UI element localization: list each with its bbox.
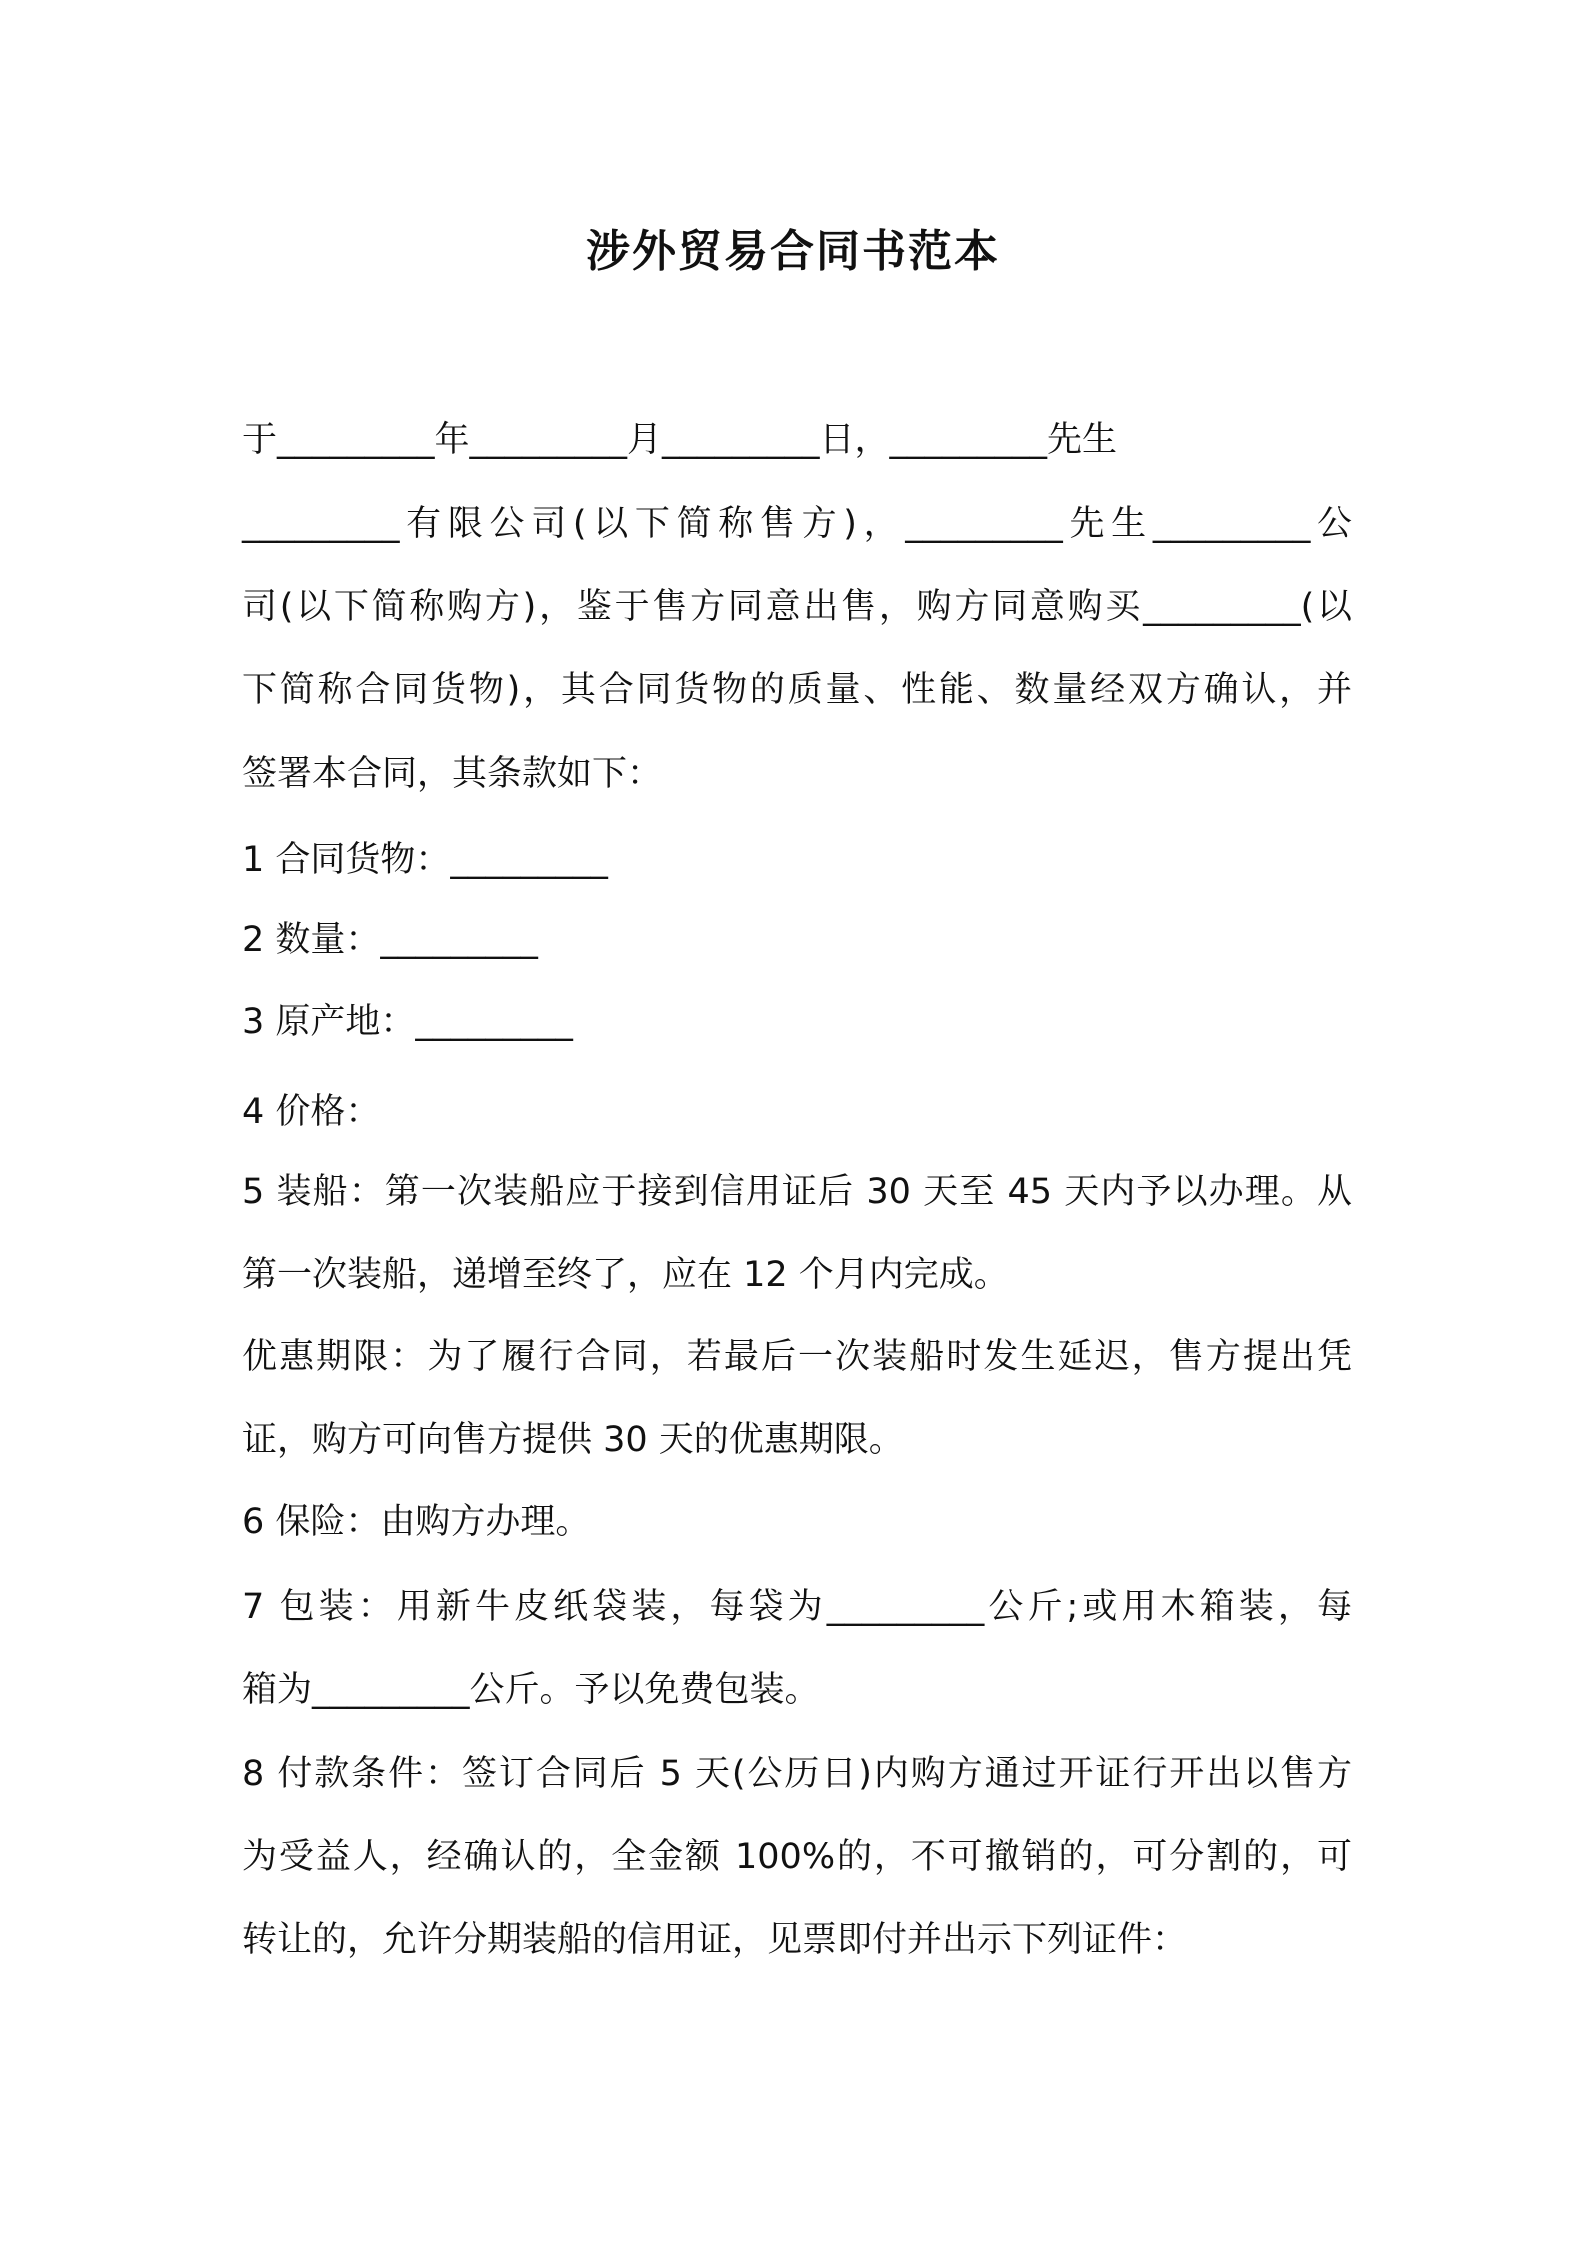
- clause-shipment-line-2: 第一次装船，递增至终了，应在 12 个月内完成。: [242, 1255, 1009, 1295]
- clause-shipment-line-1: 5 装船：第一次装船应于接到信用证后 30 天至 45 天内予以办理。从: [242, 1172, 1352, 1212]
- intro-line-4: 下简称合同货物)，其合同货物的质量、性能、数量经双方确认，并: [242, 670, 1352, 710]
- clause-payment-line-2: 为受益人，经确认的，全金额 100%的，不可撤销的，可分割的，可: [242, 1837, 1352, 1877]
- grace-period-line-1: 优惠期限：为了履行合同，若最后一次装船时发生延迟，售方提出凭: [242, 1337, 1352, 1377]
- document-title: 涉外贸易合同书范本: [586, 226, 1000, 277]
- clause-payment-line-3: 转让的，允许分期装船的信用证，见票即付并出示下列证件：: [242, 1920, 1188, 1960]
- clause-quantity: 2 数量：_________: [242, 920, 538, 960]
- intro-line-2: _________有限公司(以下简称售方)，_________先生_________公: [242, 504, 1352, 544]
- clause-price: 4 价格：: [242, 1092, 381, 1132]
- clause-insurance: 6 保险：由购方办理。: [242, 1502, 591, 1542]
- intro-line-3: 司(以下简称购方)，鉴于售方同意出售，购方同意购买_________(以: [242, 587, 1352, 627]
- clause-packing-line-2: 箱为_________公斤。予以免费包装。: [242, 1670, 820, 1710]
- intro-line-5: 签署本合同，其条款如下：: [242, 754, 663, 794]
- clause-payment-line-1: 8 付款条件：签订合同后 5 天(公历日)内购方通过开证行开出以售方: [242, 1754, 1352, 1794]
- clause-origin: 3 原产地：_________: [242, 1002, 573, 1042]
- clause-goods: 1 合同货物：_________: [242, 840, 608, 880]
- grace-period-line-2: 证，购方可向售方提供 30 天的优惠期限。: [242, 1420, 904, 1460]
- clause-packing-line-1: 7 包装：用新牛皮纸袋装，每袋为_________公斤;或用木箱装，每: [242, 1587, 1352, 1627]
- intro-line-1: 于_________年_________月_________日，_________先生: [242, 420, 1118, 460]
